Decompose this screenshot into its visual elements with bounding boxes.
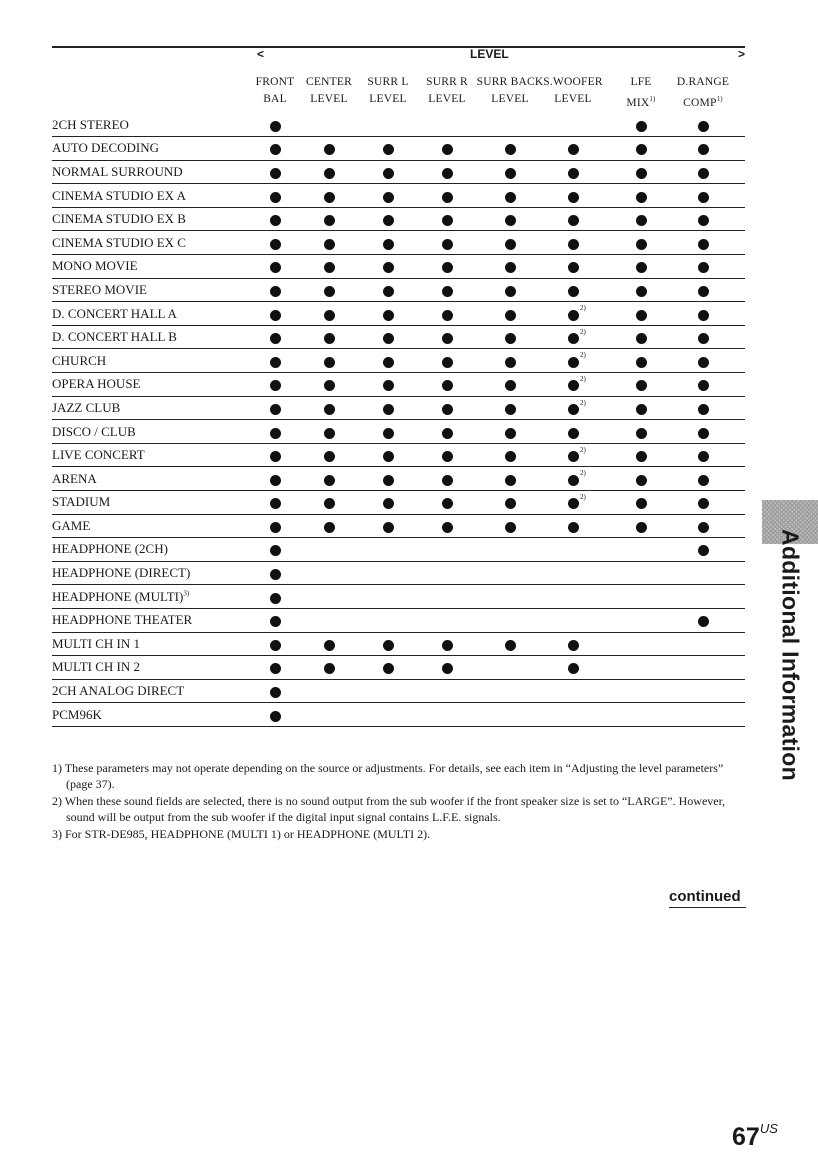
availability-dot [324,404,335,415]
sound-field-name [52,703,745,727]
sound-field-name [52,160,745,184]
availability-dot [698,498,709,509]
availability-dot [324,640,335,651]
availability-dot [568,239,579,250]
sound-field-note: 3) [183,589,190,598]
availability-dot [383,428,394,439]
availability-dot [324,144,335,155]
sound-field-table [52,113,745,727]
availability-dot [636,428,647,439]
availability-dot [442,239,453,250]
availability-dot [270,663,281,674]
sound-field-name [52,467,745,491]
availability-dot [505,239,516,250]
availability-dot [636,192,647,203]
sound-field-name [52,443,745,467]
sound-field-name [52,679,745,703]
availability-dot [324,357,335,368]
column-header-note: 1) [716,95,723,103]
availability-dot [442,640,453,651]
availability-dot [324,498,335,509]
availability-dot [270,498,281,509]
table-row [52,467,745,491]
availability-dot [383,144,394,155]
availability-dot [505,451,516,462]
sound-field-name-text: LIVE CONCERT [52,447,145,463]
availability-dot [698,428,709,439]
availability-dot [698,451,709,462]
column-header-line2-text: LEVEL [369,93,407,105]
footnotes [52,760,732,843]
availability-dot [324,663,335,674]
availability-dot [270,239,281,250]
availability-dot [568,640,579,651]
availability-dot [442,168,453,179]
table-row [52,184,745,208]
availability-dot [568,215,579,226]
sound-field-name [52,608,745,632]
availability-dot [383,262,394,273]
sound-field-name [52,514,745,538]
availability-dot [442,663,453,674]
availability-dot [505,357,516,368]
availability-dot [324,451,335,462]
dot-footnote-mark: 2) [580,445,586,454]
table-row [52,302,745,326]
availability-dot [636,286,647,297]
column-header-line1: SURR L [367,76,409,88]
table-row [52,608,745,632]
availability-dot [636,310,647,321]
sound-field-name-text: CHURCH [52,352,107,368]
page-number-value: 67 [732,1123,760,1151]
sound-field-name-text: HEADPHONE (DIRECT) [52,565,191,581]
level-right-arrow: > [737,47,745,61]
availability-dot [442,262,453,273]
availability-dot [568,404,579,415]
sound-field-name-text: D. CONCERT HALL A [52,305,177,321]
availability-dot [442,333,453,344]
availability-dot [270,711,281,722]
availability-dot [383,215,394,226]
availability-dot [324,239,335,250]
footnote-3: 3) For STR-DE985, HEADPHONE (MULTI 1) or HEADPHONE (MULTI 2). [52,827,431,841]
availability-dot [636,404,647,415]
table-row [52,278,745,302]
availability-dot [698,333,709,344]
availability-dot [270,593,281,604]
table-row [52,443,745,467]
column-header-line2-text: LEVEL [310,93,348,105]
availability-dot [270,215,281,226]
sound-field-name [52,325,745,349]
dot-footnote-mark: 2) [580,375,586,384]
sound-field-name-text: 2CH ANALOG DIRECT [52,683,185,699]
availability-dot [442,310,453,321]
page-number [732,1121,778,1152]
availability-dot [270,428,281,439]
sound-field-name [52,561,745,585]
availability-dot [698,380,709,391]
dot-footnote-mark: 2) [580,304,586,313]
sound-field-name-text: MULTI CH IN 2 [52,659,140,675]
availability-dot [636,121,647,132]
footnote-1: 1) These parameters may not operate depending on the source or adjustments. For details, see each item in “Adjusting the level parameters” (page 37). [52,761,724,791]
availability-dot [270,569,281,580]
availability-dot [568,475,579,486]
sound-field-name-text: OPERA HOUSE [52,376,141,392]
column-header-line2-text: LEVEL [428,93,466,105]
table-row [52,349,745,373]
table-row [52,160,745,184]
availability-dot [270,451,281,462]
availability-dot [505,168,516,179]
sound-field-name [52,585,745,609]
dot-footnote-mark: 2) [580,493,586,501]
availability-dot [270,545,281,556]
availability-dot [270,121,281,132]
availability-dot [383,640,394,651]
availability-dot [505,640,516,651]
availability-dot [636,451,647,462]
availability-dot [568,192,579,203]
availability-dot [442,192,453,203]
sound-field-name [52,231,745,255]
availability-dot [383,522,394,533]
column-header-line2 [658,91,748,112]
sound-field-name [52,396,745,420]
sound-field-name-text: D. CONCERT HALL B [52,329,177,345]
table-row [52,325,745,349]
sound-field-name [52,349,745,373]
availability-dot [568,286,579,297]
availability-dot [636,262,647,273]
table-row [52,113,745,137]
availability-dot [270,286,281,297]
availability-dot [505,380,516,391]
sound-field-name-text: 2CH STEREO [52,116,129,132]
table-row [52,491,745,515]
availability-dot [270,687,281,698]
availability-dot [698,286,709,297]
sound-field-name-text: STADIUM [52,494,111,510]
table-row [52,656,745,680]
level-left-arrow: < [257,47,265,61]
availability-dot [698,121,709,132]
column-header-line1: CENTER [306,76,352,88]
sound-field-name [52,491,745,515]
sound-field-name [52,207,745,231]
dot-footnote-mark: 2) [580,327,586,336]
availability-dot [698,192,709,203]
availability-dot [270,168,281,179]
availability-dot [442,357,453,368]
availability-dot [270,192,281,203]
sound-field-name [52,420,745,444]
availability-dot [383,310,394,321]
availability-dot [270,522,281,533]
availability-dot [324,380,335,391]
sound-field-name-text: NORMAL SURROUND [52,163,183,179]
availability-dot [324,475,335,486]
sound-field-name [52,373,745,397]
availability-dot [636,239,647,250]
sound-field-name-text: HEADPHONE (MULTI) [52,588,184,604]
page-number-suffix: US [759,1121,778,1136]
availability-dot [442,428,453,439]
availability-dot [270,475,281,486]
availability-dot [636,168,647,179]
dot-footnote-mark: 2) [580,469,586,478]
level-header [52,47,745,65]
sound-field-name-text: MONO MOVIE [52,258,138,274]
column-header-line1: D.RANGE [676,76,730,88]
availability-dot [636,498,647,509]
sound-field-name [52,255,745,279]
availability-dot [270,616,281,627]
sound-field-name [52,137,745,161]
availability-dot [698,144,709,155]
availability-dot [568,380,579,391]
availability-dot [636,333,647,344]
sound-field-name [52,278,745,302]
availability-dot [568,262,579,273]
availability-dot [442,286,453,297]
table-row [52,585,745,609]
availability-dot [505,404,516,415]
sound-field-name [52,656,745,680]
availability-dot [324,310,335,321]
availability-dot [442,215,453,226]
availability-dot [568,357,579,368]
availability-dot [636,357,647,368]
availability-dot [270,380,281,391]
sound-field-name-text: CINEMA STUDIO EX A [52,187,186,203]
availability-dot [442,144,453,155]
availability-dot [505,333,516,344]
availability-dot [324,428,335,439]
availability-dot [505,286,516,297]
column-header-line2-text: BAL [263,93,287,105]
availability-dot [324,168,335,179]
sound-field-name-text: CINEMA STUDIO EX B [52,211,186,227]
availability-dot [383,192,394,203]
sound-field-name-text: GAME [52,517,91,533]
availability-dot [698,310,709,321]
availability-dot [383,663,394,674]
availability-dot [383,498,394,509]
sound-field-name-text: DISCO / CLUB [52,423,136,439]
availability-dot [505,475,516,486]
column-header-line2-text: COMP [683,97,717,109]
sound-field-name-text: STEREO MOVIE [52,281,147,297]
availability-dot [636,215,647,226]
availability-dot [442,498,453,509]
availability-dot [505,522,516,533]
column-header [658,74,748,112]
availability-dot [324,286,335,297]
availability-dot [698,262,709,273]
sound-field-name-text: MULTI CH IN 1 [52,635,140,651]
table-row [52,679,745,703]
availability-dot [636,380,647,391]
availability-dot [568,663,579,674]
table-row [52,703,745,727]
availability-dot [270,333,281,344]
availability-dot [568,498,579,509]
sound-field-name [52,113,745,137]
availability-dot [383,239,394,250]
table-row [52,561,745,585]
table-row [52,396,745,420]
availability-dot [698,522,709,533]
column-header-line2-text: LEVEL [554,93,592,105]
column-header-line1: SURR R [426,76,468,88]
availability-dot [442,380,453,391]
sound-field-name-text: JAZZ CLUB [52,399,121,415]
availability-dot [505,192,516,203]
sound-field-name [52,302,745,326]
availability-dot [442,475,453,486]
availability-dot [383,286,394,297]
availability-dot [698,215,709,226]
availability-dot [568,451,579,462]
availability-dot [568,428,579,439]
sound-field-name-text: ARENA [52,470,97,486]
table-row [52,420,745,444]
sound-field-name-text: HEADPHONE (2CH) [52,541,168,557]
availability-dot [324,522,335,533]
availability-dot [383,451,394,462]
table-row [52,255,745,279]
availability-dot [270,640,281,651]
sound-field-name-text: CINEMA STUDIO EX C [52,234,186,250]
availability-dot [505,144,516,155]
availability-dot [568,310,579,321]
availability-dot [270,357,281,368]
table-row [52,632,745,656]
continued-label: continued [669,888,741,905]
availability-dot [324,192,335,203]
continued-rule [669,907,746,908]
availability-dot [505,428,516,439]
sound-field-name-text: AUTO DECODING [52,140,160,156]
column-header-line1: FRONT [255,76,295,88]
availability-dot [383,404,394,415]
table-row [52,538,745,562]
sound-field-name [52,184,745,208]
availability-dot [505,215,516,226]
availability-dot [698,475,709,486]
availability-dot [505,498,516,509]
availability-dot [383,168,394,179]
availability-dot [636,475,647,486]
column-header-line2-text: MIX [626,97,650,109]
availability-dot [270,310,281,321]
availability-dot [698,545,709,556]
sound-field-name [52,632,745,656]
table-row [52,514,745,538]
availability-dot [698,616,709,627]
sound-field-name [52,538,745,562]
availability-dot [383,357,394,368]
availability-dot [568,333,579,344]
footnote-2: 2) When these sound fields are selected, there is no sound output from the sub woofer if the front speaker size is set to “LARGE”. However, sound will be output from the sub woofer if the digital input signal contains L.F.E. signals. [52,794,726,824]
table-row [52,373,745,397]
availability-dot [505,262,516,273]
column-header-note: 1) [649,95,656,103]
availability-dot [270,262,281,273]
availability-dot [383,475,394,486]
table-row [52,137,745,161]
level-title: LEVEL [470,47,509,61]
availability-dot [442,451,453,462]
availability-dot [568,144,579,155]
sound-field-name-text: PCM96K [52,706,102,722]
sound-field-name-text: HEADPHONE THEATER [52,612,193,628]
availability-dot [698,404,709,415]
column-header-line1: LFE [630,76,652,88]
table-row [52,231,745,255]
availability-dot [568,168,579,179]
dot-footnote-mark: 2) [580,398,586,407]
section-side-label: Additional Information [777,529,804,781]
availability-dot [636,144,647,155]
availability-dot [442,404,453,415]
availability-dot [270,404,281,415]
availability-dot [324,262,335,273]
table-row [52,207,745,231]
availability-dot [383,380,394,391]
availability-dot [324,215,335,226]
availability-dot [270,144,281,155]
availability-dot [568,522,579,533]
column-header-line1: SURR BACK [476,76,544,88]
availability-dot [324,333,335,344]
availability-dot [383,333,394,344]
availability-dot [698,357,709,368]
dot-footnote-mark: 2) [580,351,586,360]
availability-dot [698,168,709,179]
availability-dot [505,310,516,321]
column-header-line2-text: LEVEL [491,93,529,105]
availability-dot [698,239,709,250]
column-header-line1: S.WOOFER [543,76,603,88]
availability-dot [442,522,453,533]
availability-dot [636,522,647,533]
